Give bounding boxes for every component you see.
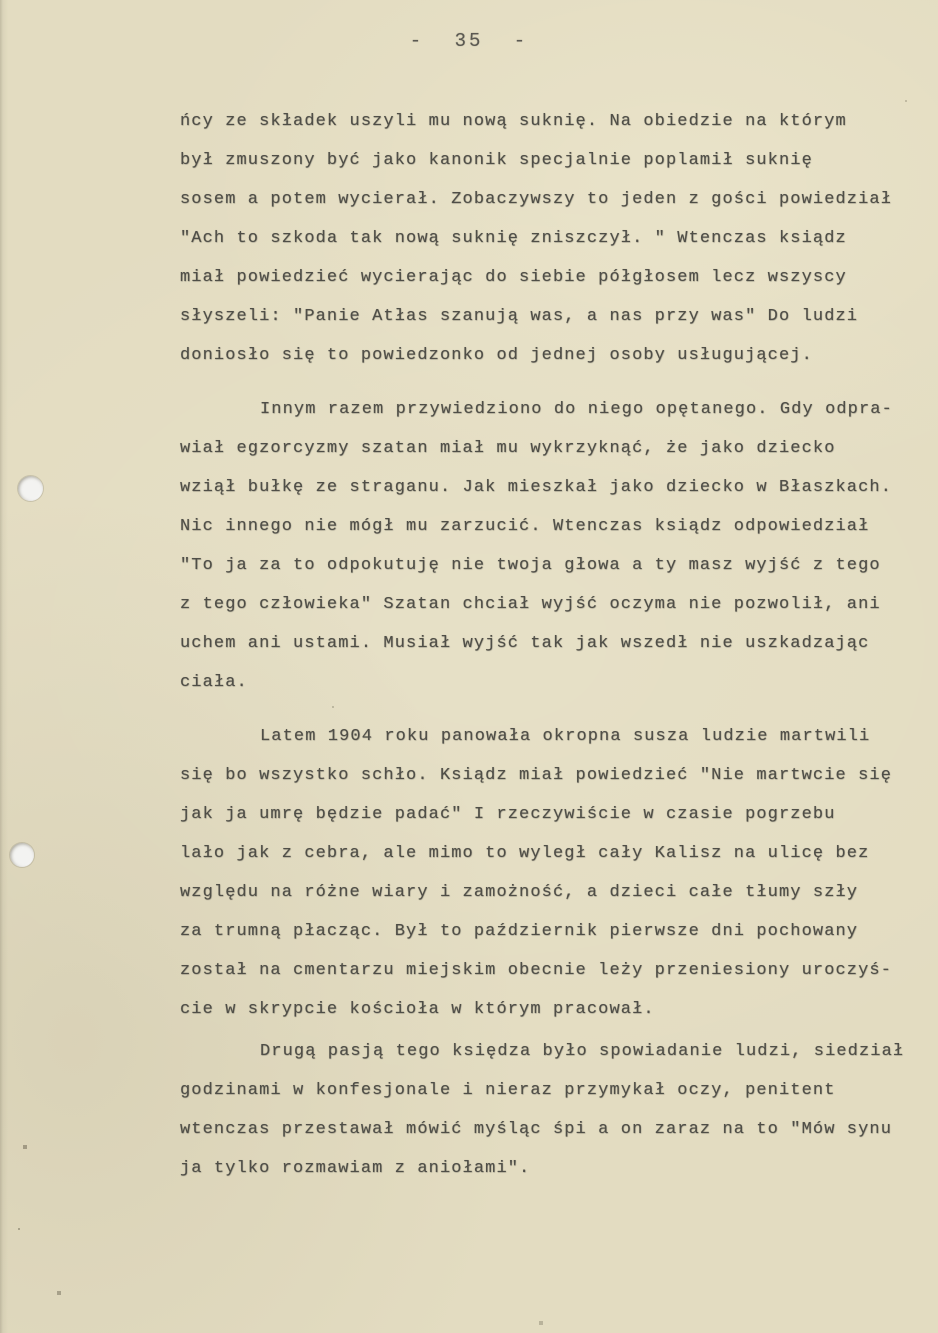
text-line: "To ja za to odpokutuję nie twoja głowa a ty masz wyjść z tego <box>180 556 881 575</box>
text-line: się bo wszystko schło. Ksiądz miał powiedzieć "Nie martwcie się <box>180 766 893 785</box>
text-line: z tego człowieka" Szatan chciał wyjść oczyma nie pozwolił, ani <box>180 595 881 614</box>
punch-hole-bottom <box>10 843 34 867</box>
text-line: sosem a potem wycierał. Zobaczywszy to jeden z gości powiedział <box>180 190 893 209</box>
text-line: wtenczas przestawał mówić myśląc śpi a on zaraz na to "Mów synu <box>180 1120 893 1139</box>
text-line: ńcy ze składek uszyli mu nową suknię. Na obiedzie na którym <box>180 112 847 131</box>
text-line: za trumną płacząc. Był to październik pierwsze dni pochowany <box>180 922 859 941</box>
text-line: względu na różne wiary i zamożność, a dzieci całe tłumy szły <box>180 883 859 902</box>
text-line: miał powiedzieć wycierając do siebie półgłosem lecz wszyscy <box>180 268 847 287</box>
paragraph-4 <box>180 1032 928 1188</box>
paragraph-2 <box>180 390 928 702</box>
text-line: Drugą pasją tego księdza było spowiadanie ludzi, siedział <box>260 1042 905 1061</box>
text-line: doniosło się to powiedzonko od jednej osoby usługującej. <box>180 346 813 365</box>
page-number: - 35 - <box>409 30 529 52</box>
punch-hole-top <box>18 476 43 501</box>
text-line: ciała. <box>180 673 248 692</box>
text-line: wziął bułkę ze straganu. Jak mieszkał jako dziecko w Błaszkach. <box>180 478 893 497</box>
text-line: jak ja umrę będzie padać" I rzeczywiście w czasie pogrzebu <box>180 805 836 824</box>
typewritten-text <box>180 102 928 1188</box>
text-line: wiał egzorcyzmy szatan miał mu wykrzyknąć, że jako dziecko <box>180 439 836 458</box>
text-line: cie w skrypcie kościoła w którym pracował. <box>180 1000 655 1019</box>
text-line: Latem 1904 roku panowała okropna susza ludzie martwili <box>260 727 871 746</box>
text-line: ja tylko rozmawiam z aniołami". <box>180 1159 531 1178</box>
text-line: "Ach to szkoda tak nową suknię zniszczył. " Wtenczas ksiądz <box>180 229 847 248</box>
paper-specks <box>0 0 2 2</box>
text-line: Nic innego nie mógł mu zarzucić. Wtenczas ksiądz odpowiedział <box>180 517 870 536</box>
text-line: lało jak z cebra, ale mimo to wyległ cały Kalisz na ulicę bez <box>180 844 870 863</box>
text-line: był zmuszony być jako kanonik specjalnie poplamił suknię <box>180 151 813 170</box>
text-line: Innym razem przywiedziono do niego opętanego. Gdy odpra- <box>260 400 893 419</box>
text-line: słyszeli: "Panie Atłas szanują was, a nas przy was" Do ludzi <box>180 307 859 326</box>
text-line: został na cmentarzu miejskim obecnie leży przeniesiony uroczyś- <box>180 961 893 980</box>
text-line: uchem ani ustami. Musiał wyjść tak jak wszedł nie uszkadzając <box>180 634 870 653</box>
paragraph-3 <box>180 717 928 1029</box>
text-line: godzinami w konfesjonale i nieraz przymykał oczy, penitent <box>180 1081 836 1100</box>
paragraph-1 <box>180 102 928 375</box>
